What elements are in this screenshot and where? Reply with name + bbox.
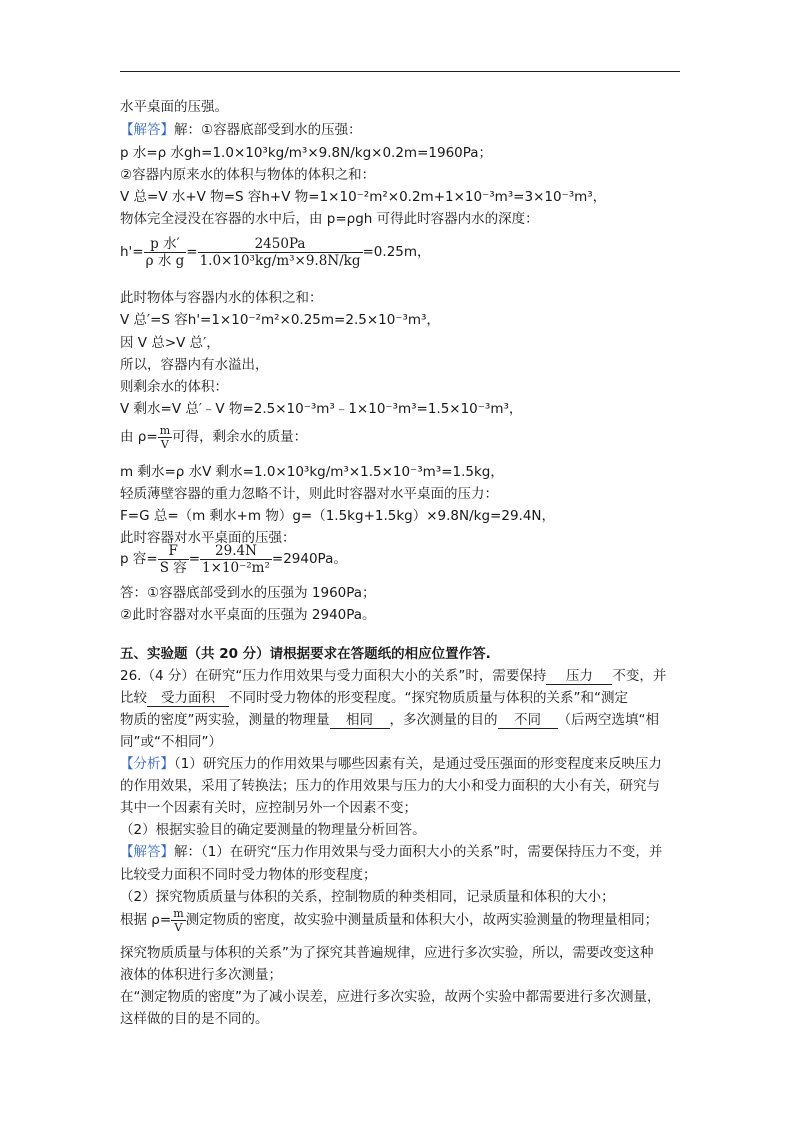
formula-rhs: =0.25m， [362, 244, 431, 260]
answer-heading-line [120, 843, 662, 861]
formula-rhs: =2940Pa。 [271, 551, 347, 567]
analysis-text: （1）研究压力的作用效果与哪些因素有关，是通过受压强面的形变程度来反映压力 [174, 756, 662, 772]
fraction-numerator: m [159, 423, 171, 437]
question-text: （后两空选填“相 [557, 712, 659, 728]
formula-line: F=G 总=（m 剩水+m 物）g=（1.5kg+1.5kg）×9.8N/kg=29.4N， [120, 508, 556, 524]
fraction-denominator: 1×10⁻²m² [202, 559, 270, 576]
answer-text: 解：①容器底部受到水的压强： [174, 122, 362, 138]
formula-rhs: 测定物质的密度，故实验中测量质量和体积大小，故两实验测量的物理量相同； [185, 912, 659, 928]
question-text: 物质的密度”两实验，测量的物理量 [120, 712, 330, 728]
question-text: 不变，并 [612, 668, 667, 684]
text-line: 此时物体与容器内水的体积之和： [120, 290, 323, 306]
fraction-formula-line [120, 903, 658, 937]
fraction-formula-line [120, 420, 307, 454]
answer-blank: 受力面积 [147, 690, 229, 707]
answer-heading-line [120, 121, 362, 139]
fraction [158, 543, 189, 576]
formula-line: V 剩水=V 总′﹣V 物=2.5×10⁻³m³﹣1×10⁻³m³=1.5×10⁻³m³， [120, 401, 523, 417]
text-line: ②容器内原来水的体积与物体的体积之和： [120, 167, 376, 183]
question-text: ，多次测量的目的 [389, 712, 498, 728]
formula-lhs: 根据 ρ= [120, 912, 172, 928]
fraction [171, 907, 185, 934]
question-line [120, 711, 659, 729]
analysis-tag: 【分析】 [120, 756, 174, 772]
text-line: 因 V 总>V 总′， [120, 335, 220, 351]
text-line: 此时容器对水平桌面的压强： [120, 530, 296, 546]
formula-lhs: p 容= [120, 551, 158, 567]
fraction [144, 236, 187, 269]
text-line: 所以，容器内有水溢出， [120, 357, 269, 373]
text-line: 探究物质质量与体积的关系”为了探究其普遍规律，应进行多次实验，所以，需要改变这种 [120, 945, 654, 961]
text-line: 水平桌面的压强。 [120, 99, 228, 115]
text-line: 则剩余水的体积： [120, 379, 228, 395]
formula-line: p 水=ρ 水gh=1.0×10³kg/m³×9.8N/kg×0.2m=1960Pa； [120, 145, 493, 161]
text-line: （2）探究物质质量与体积的关系，控制物质的种类相同，记录质量和体积的大小； [120, 889, 615, 905]
text-line: 在“测定物质的密度”为了减小误差，应进行多次实验，故两个实验中都需要进行多次测量， [120, 989, 661, 1005]
formula-rhs: 可得，剩余水的质量： [172, 429, 308, 445]
text-line: 这样做的目的是不同的。 [120, 1011, 269, 1027]
fraction-denominator: V [160, 437, 169, 451]
fraction-denominator: 1.0×10³kg/m³×9.8N/kg [199, 252, 361, 269]
question-line [120, 689, 628, 707]
formula-line: V 总′=S 容h'=1×10⁻²m²×0.25m=2.5×10⁻³m³， [120, 312, 440, 328]
header-rule [120, 71, 680, 72]
text-line: 比较受力面积不同时受力物体的形变程度； [120, 867, 377, 883]
fraction-denominator: ρ 水 g [145, 252, 185, 269]
fraction-numerator: m [173, 906, 184, 920]
answer-blank: 不同 [498, 712, 558, 729]
answer-tag: 【解答】 [120, 844, 174, 860]
equals-sign: = [188, 551, 201, 567]
fraction-denominator: V [174, 920, 183, 934]
question-line: 同”或“不相同”） [120, 734, 222, 750]
fraction-formula-line [120, 232, 431, 272]
question-line [120, 667, 666, 685]
fraction [198, 236, 363, 269]
question-text: 比较 [120, 690, 147, 706]
answer-blank: 压力 [546, 668, 612, 685]
fraction-numerator: p 水′ [144, 236, 187, 253]
question-text: 不同时受力物体的形变程度。“探究物质质量与体积的关系”和“测定 [229, 690, 628, 706]
fraction-formula-line [120, 540, 347, 578]
formula-line: m 剩水=ρ 水V 剩水=1.0×10³kg/m³×1.5×10⁻³m³=1.5kg， [120, 464, 504, 480]
equals-sign: = [186, 244, 198, 260]
text-line: 物体完全浸没在容器的水中后，由 p=ρgh 可得此时容器内水的深度： [120, 211, 539, 227]
formula-lhs: 由 ρ= [120, 429, 158, 445]
fraction-numerator: 29.4N [200, 543, 272, 560]
text-line: （2）根据实验目的确定要测量的物理量分析回答。 [120, 822, 426, 838]
text-line: 液体的体积进行多次测量； [120, 967, 282, 983]
section-heading: 五、实验题（共 20 分）请根据要求在答题纸的相应位置作答. [120, 646, 491, 662]
question-text: 26.（4 分）在研究“压力作用效果与受力面积大小的关系”时，需要保持 [120, 668, 547, 684]
text-line: ②此时容器对水平桌面的压强为 2940Pa。 [120, 607, 376, 623]
answer-text: 解：（1）在研究“压力作用效果与受力面积大小的关系”时，需要保持压力不变，并 [174, 844, 663, 860]
text-line: 的作用效果，采用了转换法；压力的作用效果与压力的大小和受力面积的大小有关，研究与 [120, 778, 660, 794]
formula-line: V 总=V 水+V 物=S 容h+V 物=1×10⁻²m²×0.2m+1×10⁻³m³=3×10⁻³m³， [120, 189, 607, 205]
fraction-denominator: S 容 [159, 559, 187, 576]
fraction [158, 424, 172, 451]
fraction-numerator: F [158, 543, 189, 560]
text-line: 轻质薄壁容器的重力忽略不计，则此时容器对水平桌面的压力： [120, 486, 498, 502]
formula-lhs: h'= [120, 244, 144, 260]
answer-tag: 【解答】 [120, 122, 174, 138]
fraction [200, 543, 272, 576]
answer-blank: 相同 [330, 712, 390, 729]
analysis-heading-line [120, 755, 662, 773]
fraction-numerator: 2450Pa [198, 236, 363, 253]
text-line: 答：①容器底部受到水的压强为 1960Pa； [120, 585, 376, 601]
text-line: 其中一个因素有关时，应控制另外一个因素不变； [120, 800, 417, 816]
